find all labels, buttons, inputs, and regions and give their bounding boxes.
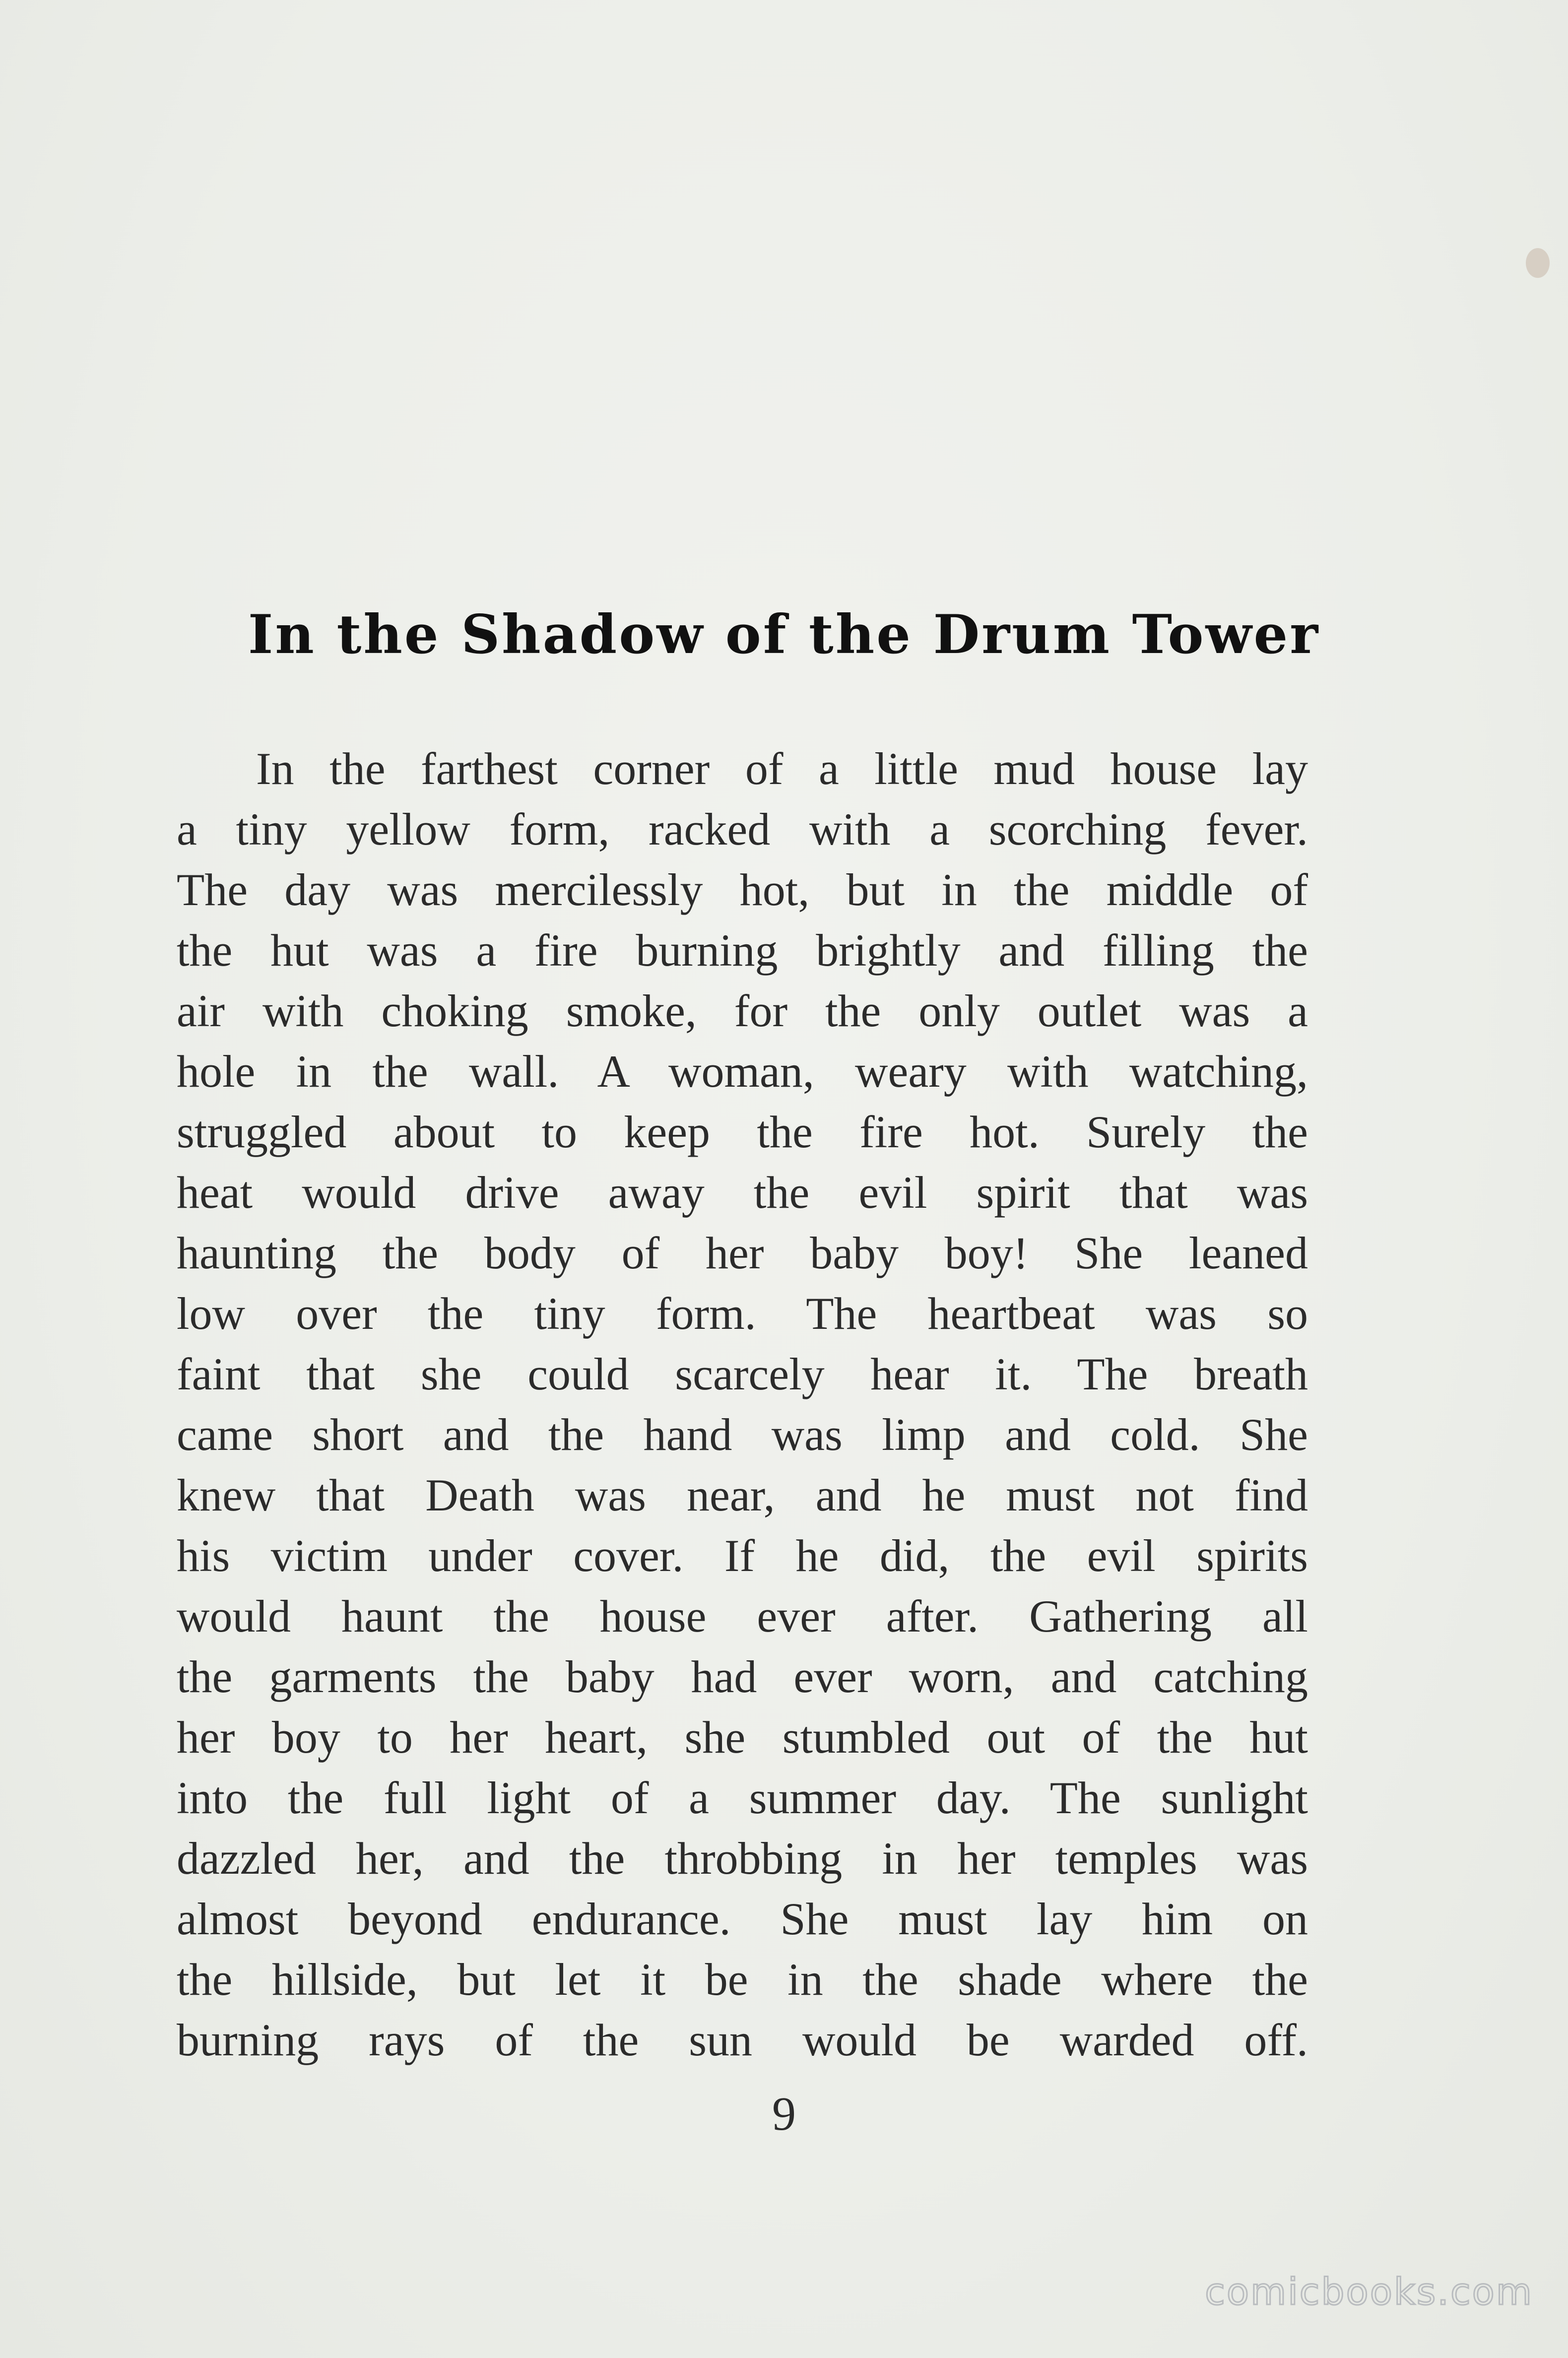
text-line: a tiny yellow form, racked with a scorching fever. [177,804,1308,854]
body-text [177,738,1308,2070]
text-line: almost beyond endurance. She must lay him on [177,1894,1308,1944]
chapter-title: In the Shadow of the Drum Tower [248,603,1320,666]
text-line: struggled about to keep the fire hot. Surely the [177,1107,1308,1157]
text-line: into the full light of a summer day. The sunlight [177,1772,1308,1823]
text-line: In the farthest corner of a little mud house lay [256,743,1308,794]
text-line: faint that she could scarcely hear it. The breath [177,1349,1308,1399]
text-line: heat would drive away the evil spirit that was [177,1167,1308,1218]
text-line: haunting the body of her baby boy! She leaned [177,1228,1308,1278]
text-line: low over the tiny form. The heartbeat was so [177,1288,1308,1339]
paper-speck [1526,248,1550,278]
text-line: The day was mercilessly hot, but in the middle of [177,864,1308,915]
text-line: dazzled her, and the throbbing in her temples was [177,1833,1308,1884]
watermark: comicbooks.com [1205,2271,1533,2313]
text-line: his victim under cover. If he did, the evil spirits [177,1530,1308,1581]
text-line: the hut was a fire burning brightly and filling the [177,925,1308,976]
text-line: came short and the hand was limp and cold. She [177,1409,1308,1460]
text-line: her boy to her heart, she stumbled out of the hut [177,1712,1308,1763]
text-line: hole in the wall. A woman, weary with watching, [177,1046,1308,1097]
text-line: burning rays of the sun would be warded off. [177,2015,1308,2065]
page-number: 9 [772,2087,796,2140]
text-line: the garments the baby had ever worn, and catching [177,1651,1308,1702]
text-line: the hillside, but let it be in the shade where the [177,1954,1308,2005]
text-line: knew that Death was near, and he must not find [177,1470,1308,1520]
text-line: would haunt the house ever after. Gathering all [177,1591,1308,1641]
text-line: air with choking smoke, for the only outlet was a [177,985,1308,1036]
